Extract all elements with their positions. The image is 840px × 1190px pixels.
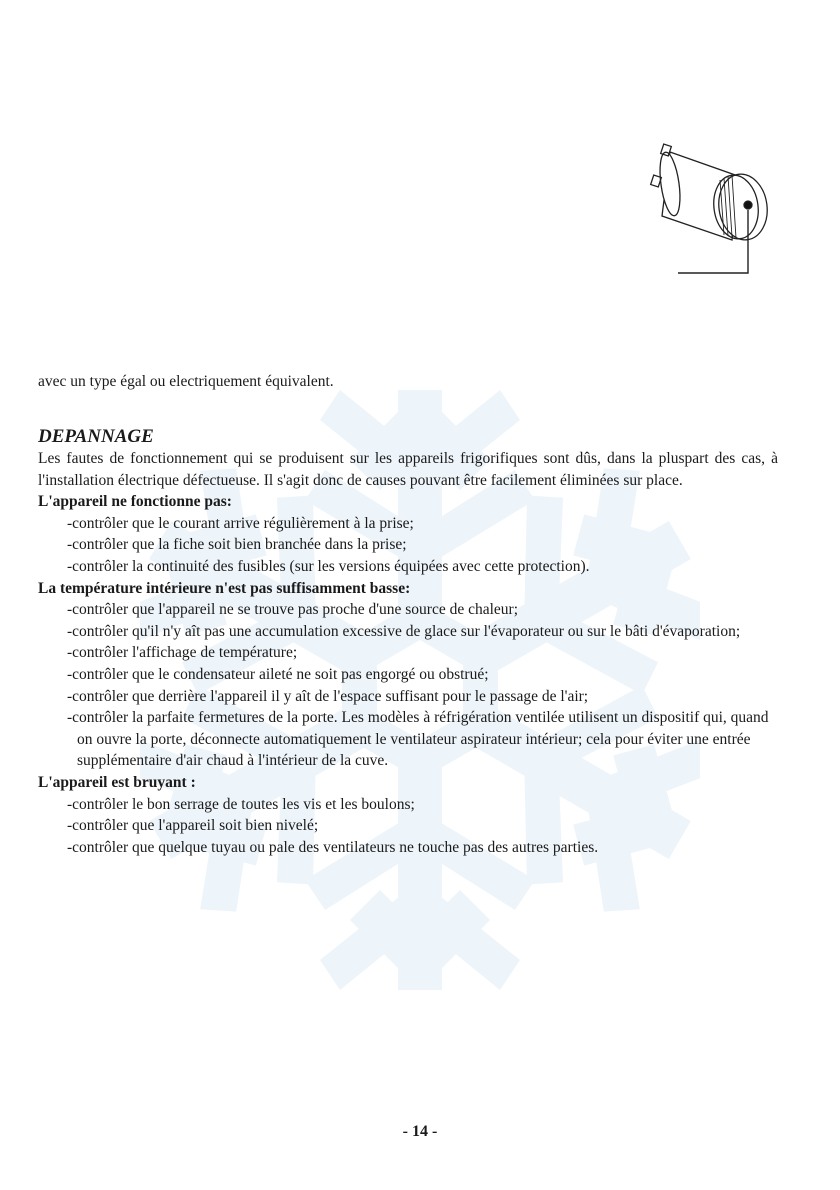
intro-line: avec un type égal ou electriquement équivalent.	[38, 373, 334, 390]
section-title: L'appareil est bruyant :	[38, 773, 196, 791]
list-item: -contrôler que derrière l'appareil il y aît de l'espace suffisant pour le passage de l'air;	[67, 687, 589, 705]
list-item: -contrôler que la fiche soit bien branchée dans la prise;	[67, 536, 407, 554]
section-title: L'appareil ne fonctionne pas:	[38, 493, 232, 511]
list-item: -contrôler la parfaite fermetures de la porte. Les modèles à réfrigération ventilée utilisent un dispositif qui, quand on ouvre la porte, déconnecte automatiquement le ventilateur aspirateur intérieur; cela pour éviter une entrée supplémentaire d'air chaud à l'intérieur de la cuve.	[67, 709, 769, 770]
list-item: -contrôler que le courant arrive régulièrement à la prise;	[67, 514, 414, 532]
list-item: -contrôler la continuité des fusibles (sur les versions équipées avec cette protection).	[67, 557, 590, 575]
list-item: -contrôler que l'appareil ne se trouve pas proche d'une source de chaleur;	[67, 601, 519, 619]
list-item: -contrôler qu'il n'y aît pas une accumulation excessive de glace sur l'évaporateur ou sur le bâti d'évaporation;	[67, 622, 741, 640]
list-item: -contrôler que le condensateur aileté ne soit pas engorgé ou obstrué;	[67, 665, 489, 683]
list-item: -contrôler l'affichage de température;	[67, 644, 298, 662]
section-noisy	[38, 772, 778, 858]
intro-paragraph: Les fautes de fonctionnement qui se produisent sur les appareils frigorifiques sont dûs, dans la pluspart des cas, à l'installation électrique défectueuse. Il s'agit donc de causes pouvant être facilement éliminées sur place.	[38, 450, 778, 489]
list-item: -contrôler le bon serrage de toutes les vis et les boulons;	[67, 795, 415, 813]
page-number: - 14 -	[402, 1123, 438, 1140]
list-item: -contrôler que l'appareil soit bien nivelé;	[67, 817, 319, 835]
list-item: -contrôler que quelque tuyau ou pale des ventilateurs ne touche pas des autres parties.	[67, 838, 599, 856]
section-title: La température intérieure n'est pas suffisamment basse:	[38, 579, 411, 597]
section-heading: DEPANNAGE	[38, 426, 154, 447]
troubleshooting-content	[38, 448, 778, 858]
section-not-working	[38, 491, 778, 577]
starter-component-illustration	[640, 140, 770, 280]
section-temperature	[38, 578, 778, 772]
